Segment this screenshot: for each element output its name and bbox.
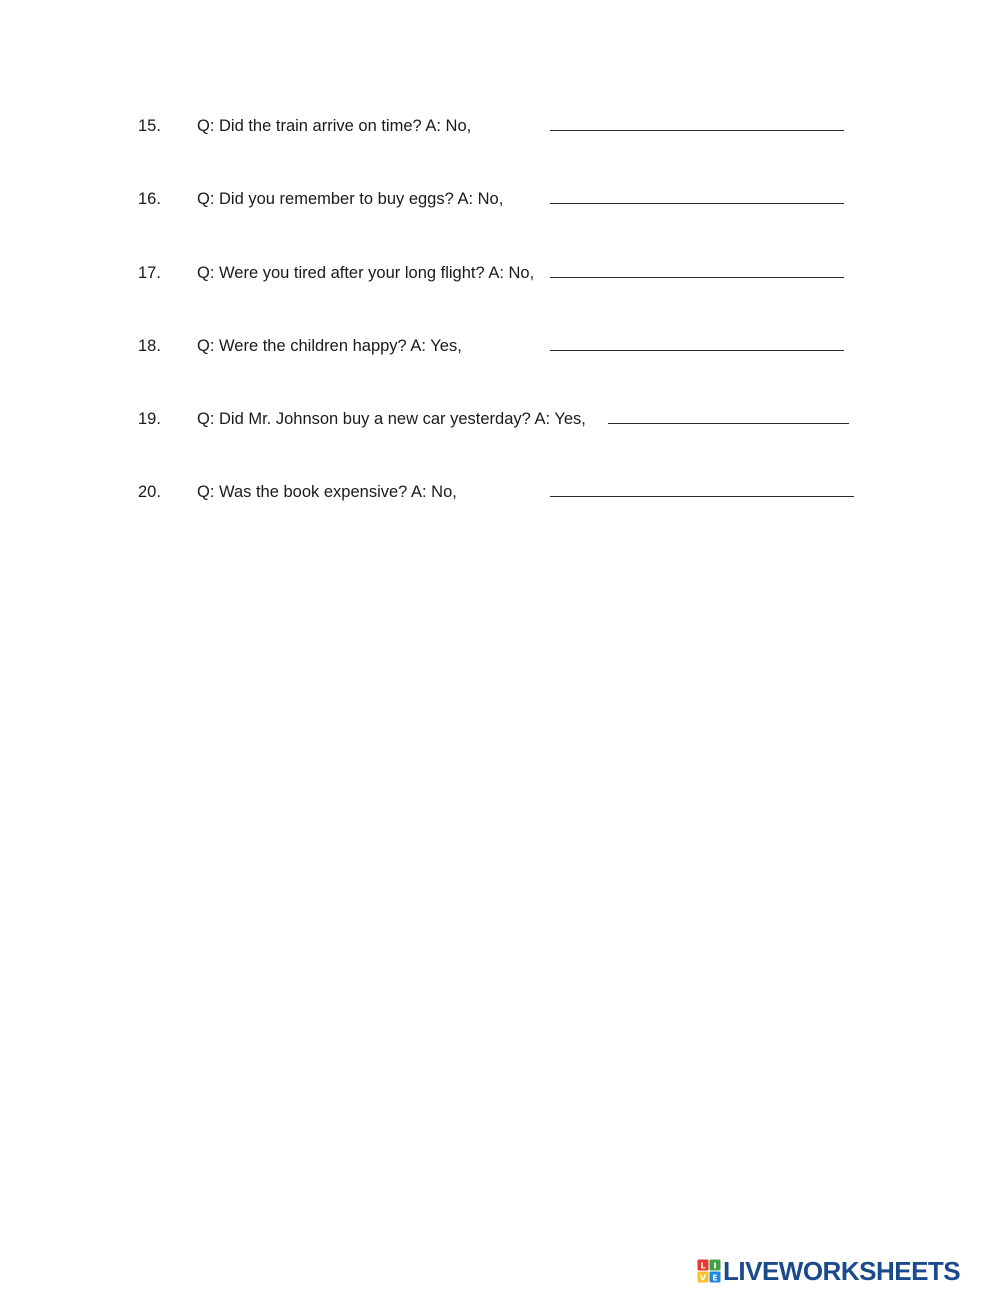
- question-number: 16.: [138, 190, 161, 208]
- question-number: 15.: [138, 117, 161, 135]
- question-text: Q: Did you remember to buy eggs? A: No,: [197, 190, 504, 208]
- question-number: 19.: [138, 410, 161, 428]
- question-text: Q: Were you tired after your long flight? A: No,: [197, 264, 535, 282]
- answer-input-18[interactable]: [550, 331, 844, 351]
- question-row-16: [0, 184, 1000, 214]
- answer-input-16[interactable]: [550, 184, 844, 204]
- logo-letter-l: L: [700, 1261, 706, 1271]
- brand-name: LIVEWORKSHEETS: [723, 1256, 961, 1286]
- answer-input-17[interactable]: [550, 258, 844, 278]
- question-text: Q: Was the book expensive? A: No,: [197, 483, 457, 501]
- logo-letter-v: V: [699, 1273, 707, 1283]
- answer-input-15[interactable]: [550, 111, 844, 131]
- answer-input-19[interactable]: [608, 404, 849, 424]
- logo-letter-e: E: [712, 1273, 718, 1283]
- logo-letter-i: I: [713, 1261, 717, 1271]
- liveworksheets-logo: [697, 1256, 993, 1286]
- question-row-18: [0, 331, 1000, 361]
- question-number: 20.: [138, 483, 161, 501]
- question-text: Q: Did Mr. Johnson buy a new car yesterday? A: Yes,: [197, 410, 586, 428]
- question-text: Q: Did the train arrive on time? A: No,: [197, 117, 472, 135]
- logo-cubes-icon: [697, 1259, 721, 1283]
- question-text: Q: Were the children happy? A: Yes,: [197, 337, 462, 355]
- question-number: 17.: [138, 264, 161, 282]
- question-row-19: [0, 404, 1000, 434]
- question-row-17: [0, 258, 1000, 288]
- answer-input-20[interactable]: [550, 477, 854, 497]
- question-number: 18.: [138, 337, 161, 355]
- question-row-15: [0, 111, 1000, 141]
- question-row-20: [0, 477, 1000, 507]
